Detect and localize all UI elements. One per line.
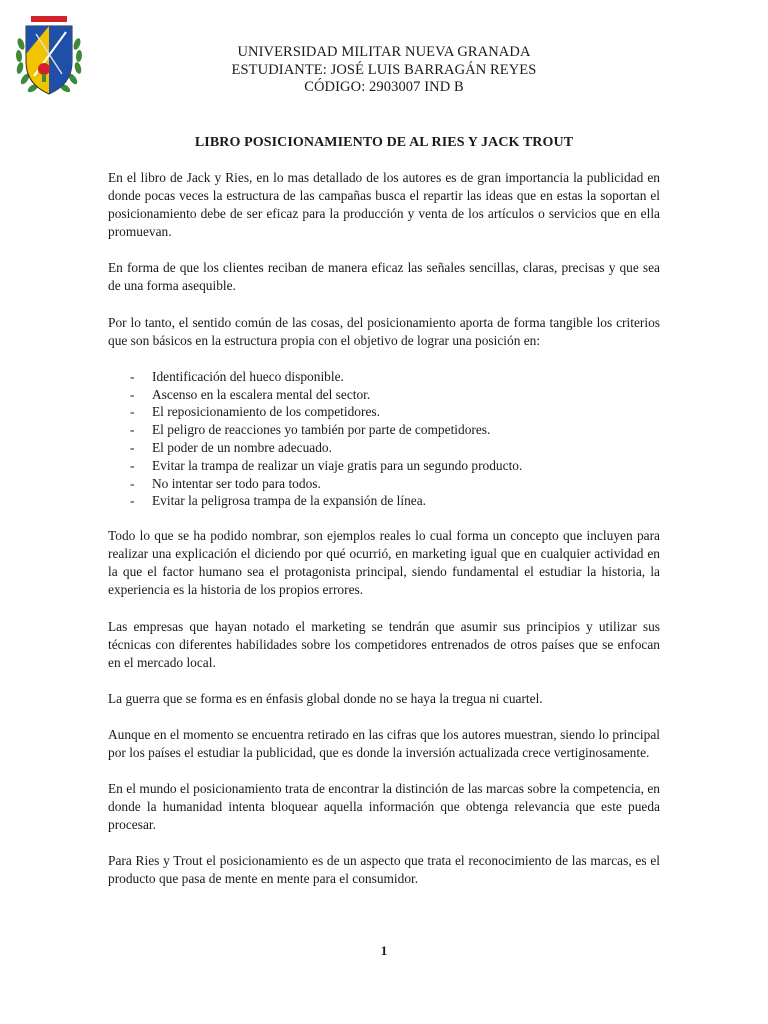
dash-bullet: -	[130, 475, 135, 491]
paragraph: Todo lo que se ha podido nombrar, son ejemplos reales lo cual forma un concepto que incluyen para realizar una explicación el diciendo por qué ocurrió, en marketing igual que en cualquier actividad en la que el factor humano sea el protagonista principal, siendo fundamental el estudiar la historia, la experiencia es la historia de los propios errores.	[108, 528, 660, 598]
dash-bullet: -	[130, 457, 135, 473]
dash-bullet: -	[130, 493, 135, 509]
dash-bullet: -	[130, 422, 135, 438]
list-item: - Evitar la trampa de realizar un viaje gratis para un segundo producto.	[130, 457, 523, 473]
list-item: - El reposicionamiento de los competidores.	[130, 404, 380, 420]
list-item: - El peligro de reacciones yo también por parte de competidores.	[130, 422, 491, 438]
paragraph: La guerra que se forma es en énfasis global donde no se haya la tregua ni cuartel.	[108, 690, 543, 706]
list-item: - Ascenso en la escalera mental del sector.	[130, 386, 371, 402]
document-body	[108, 169, 660, 907]
paragraph: Para Ries y Trout el posicionamiento es de un aspecto que trata el reconocimiento de las marcas, es el producto que pasa de mente en mente para el consumidor.	[108, 853, 660, 887]
document-title: LIBRO POSICIONAMIENTO DE AL RIES Y JACK TROUT	[194, 135, 574, 150]
document-header	[150, 44, 618, 97]
list-item: - El poder de un nombre adecuado.	[130, 439, 332, 455]
student-name: ESTUDIANTE: JOSÉ LUIS BARRAGÁN REYES	[231, 61, 537, 78]
paragraph: Aunque en el momento se encuentra retirado en las cifras que los autores muestran, siendo lo principal por los países el estudiar la publicidad, que es donde la inversión actualizada crece vertiginosamente.	[108, 726, 660, 760]
bullet-list	[108, 368, 660, 510]
list-item: - Identificación del hueco disponible.	[130, 368, 344, 384]
dash-bullet: -	[130, 368, 135, 384]
paragraph: En forma de que los clientes reciban de manera eficaz las señales sencillas, claras, precisas y que sea de una forma asequible.	[108, 260, 660, 294]
paragraph: Por lo tanto, el sentido común de las cosas, del posicionamiento aporta de forma tangible los criterios que son básicos en la estructura propia con el objetivo de lograr una posición en:	[108, 314, 660, 348]
page-number: 1	[380, 943, 388, 958]
list-item: - No intentar ser todo para todos.	[130, 475, 321, 491]
dash-bullet: -	[130, 439, 135, 455]
university-name: UNIVERSIDAD MILITAR NUEVA GRANADA	[237, 44, 531, 60]
paragraph: En el libro de Jack y Ries, en lo mas detallado de los autores es de gran importancia la publicidad en donde pocas veces la estructura de las campañas busca el repartir las ideas que en estas la soportan el posicionamiento debe de ser eficaz para la producción y venta de los artículos o servicios que en ella promuevan.	[108, 170, 660, 240]
paragraph: Las empresas que hayan notado el marketing se tendrán que asumir sus principios y utilizar sus técnicas con diferentes habilidades sobre los competidores entrenados de otros países que se enfocan en el mercado local.	[108, 618, 660, 670]
student-code: CÓDIGO: 2903007 IND B	[304, 79, 464, 95]
paragraph: En el mundo el posicionamiento trata de encontrar la distinción de las marcas sobre la competencia, en donde la humanidad intenta bloquear aquella información que obtenga relevancia que este pueda procesar.	[108, 781, 660, 833]
list-item: - Evitar la peligrosa trampa de la expansión de línea.	[130, 493, 427, 509]
university-crest-logo	[14, 14, 84, 100]
dash-bullet: -	[130, 386, 135, 402]
dash-bullet: -	[130, 404, 135, 420]
